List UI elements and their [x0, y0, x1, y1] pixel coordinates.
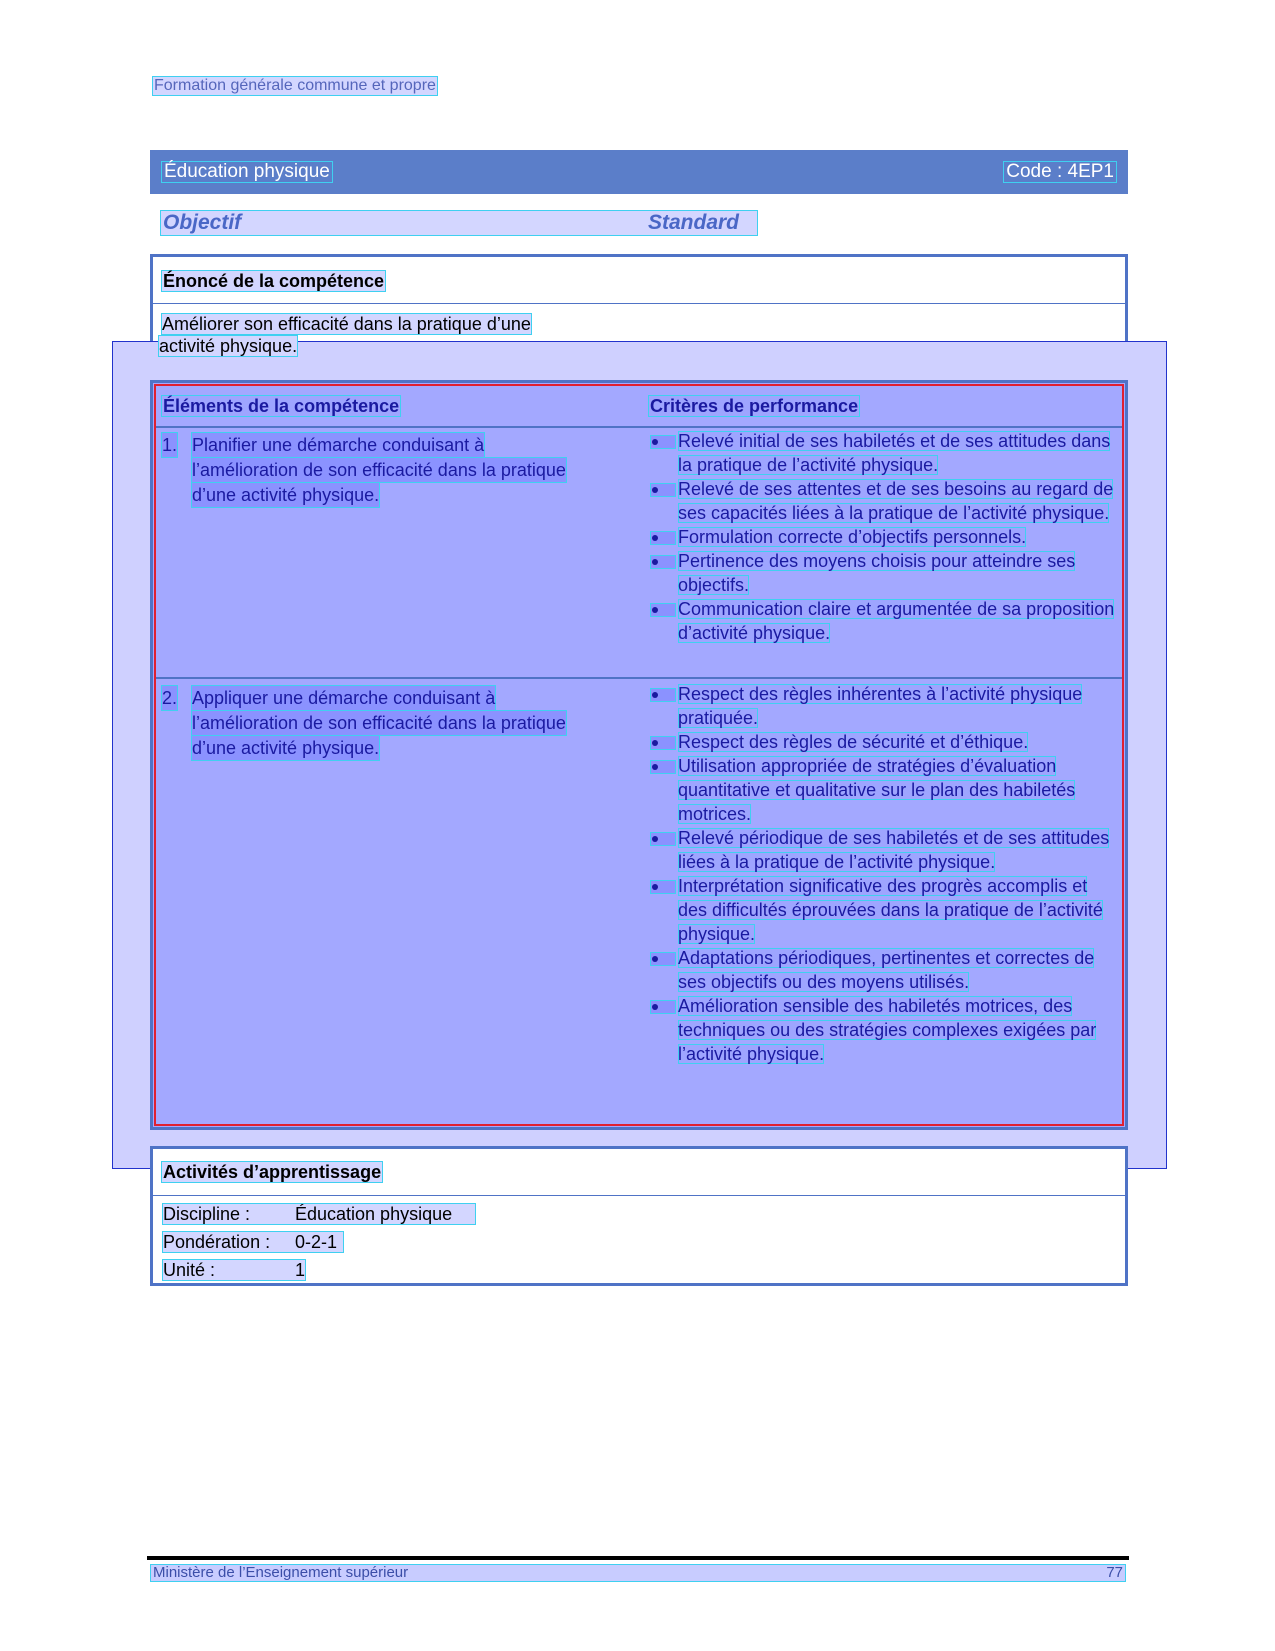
footer-ministry: Ministère de l’Enseignement supérieur: [153, 1564, 409, 1581]
criterion-1-3: Formulation correcte d’objectifs personnels.: [648, 525, 1118, 549]
criterion-2-2: Respect des règles de sécurité et d’éthique.: [648, 730, 1118, 754]
ponderation-label: Pondération :: [163, 1232, 271, 1252]
discipline-row: [162, 1203, 476, 1225]
bullet-icon: [650, 952, 676, 966]
criterion-1-5: Communication claire et argumentée de sa proposition d’activité physique.: [648, 597, 1118, 645]
activites-heading: Activités d’apprentissage: [163, 1162, 382, 1182]
element-2-line-1: Appliquer une démarche conduisant à: [191, 685, 496, 711]
activites-header: [153, 1149, 1125, 1196]
criterion-2-1: Respect des règles inhérentes à l’activité physique pratiquée.: [648, 682, 1118, 730]
criteria-list-2: [648, 682, 1118, 1066]
criterion-1-2: Relevé de ses attentes et de ses besoins au regard de ses capacités liées à la pratique de l’activité physique.: [648, 477, 1118, 525]
discipline-label: Discipline :: [163, 1204, 251, 1224]
bullet-icon: [650, 760, 676, 774]
unite-value: 1: [295, 1260, 306, 1280]
bullet-icon: [650, 688, 676, 702]
objective-row: [160, 210, 758, 236]
bullet-icon: [650, 832, 676, 846]
bullet-icon: [650, 483, 676, 497]
unite-label: Unité :: [163, 1260, 216, 1280]
criterion-2-3: Utilisation appropriée de stratégies d’évaluation quantitative et qualitative sur le plan des habiletés motrices.: [648, 754, 1118, 826]
criterion-2-4: Relevé périodique de ses habiletés et de ses attitudes liées à la pratique de l’activité physique.: [648, 826, 1118, 874]
enonce-header: [153, 257, 1125, 304]
criterion-1-4: Pertinence des moyens choisis pour atteindre ses objectifs.: [648, 549, 1118, 597]
ponderation-row: [162, 1231, 344, 1253]
enonce-heading: Énoncé de la compétence: [163, 271, 385, 291]
bullet-icon: [650, 736, 676, 750]
page-number: 77: [1106, 1564, 1123, 1581]
enonce-text-line-1: Améliorer son efficacité dans la pratique d’une: [162, 314, 531, 334]
bullet-icon: [650, 531, 676, 545]
bullet-icon: [650, 1000, 676, 1014]
activites-box: [150, 1146, 1128, 1286]
bullet-icon: [650, 555, 676, 569]
element-1-line-3: d’une activité physique.: [191, 482, 380, 508]
course-title: Éducation physique: [161, 161, 333, 183]
bullet-icon: [650, 603, 676, 617]
standard-label: Standard: [648, 211, 740, 234]
element-1-line-2: l’amélioration de son efficacité dans la pratique: [191, 457, 567, 483]
course-code: Code : 4EP1: [1003, 161, 1117, 183]
criteria-list-1: [648, 429, 1118, 645]
discipline-value: Éducation physique: [295, 1204, 453, 1224]
criterion-2-7: Amélioration sensible des habiletés motrices, des techniques ou des stratégies complexes exigées par l’activité physique.: [648, 994, 1118, 1066]
criterion-2-5: Interprétation significative des progrès accomplis et des difficultés éprouvées dans la pratique de l’activité physique.: [648, 874, 1118, 946]
element-2-number: 2.: [161, 685, 178, 711]
element-2-line-3: d’une activité physique.: [191, 735, 380, 761]
footer-rule: [147, 1556, 1129, 1560]
bullet-icon: [650, 880, 676, 894]
unite-row: [162, 1259, 306, 1281]
bullet-icon: [650, 435, 676, 449]
col-elements-heading: Éléments de la compétence: [163, 396, 400, 416]
criterion-2-6: Adaptations périodiques, pertinentes et correctes de ses objectifs ou des moyens utilisés.: [648, 946, 1118, 994]
running-header: Formation générale commune et propre: [154, 77, 436, 94]
col-criteria-heading: Critères de performance: [650, 396, 859, 416]
element-2-line-2: l’amélioration de son efficacité dans la pratique: [191, 710, 567, 736]
element-1-number: 1.: [161, 432, 178, 458]
objectif-label: Objectif: [163, 211, 242, 234]
criterion-1-1: Relevé initial de ses habiletés et de ses attitudes dans la pratique de l’activité physique.: [648, 429, 1118, 477]
title-bar: [150, 150, 1128, 194]
footer: [150, 1564, 1126, 1582]
ponderation-value: 0-2-1: [295, 1232, 338, 1252]
enonce-text-line-2: activité physique.: [159, 336, 298, 356]
element-1-line-1: Planifier une démarche conduisant à: [191, 432, 485, 458]
